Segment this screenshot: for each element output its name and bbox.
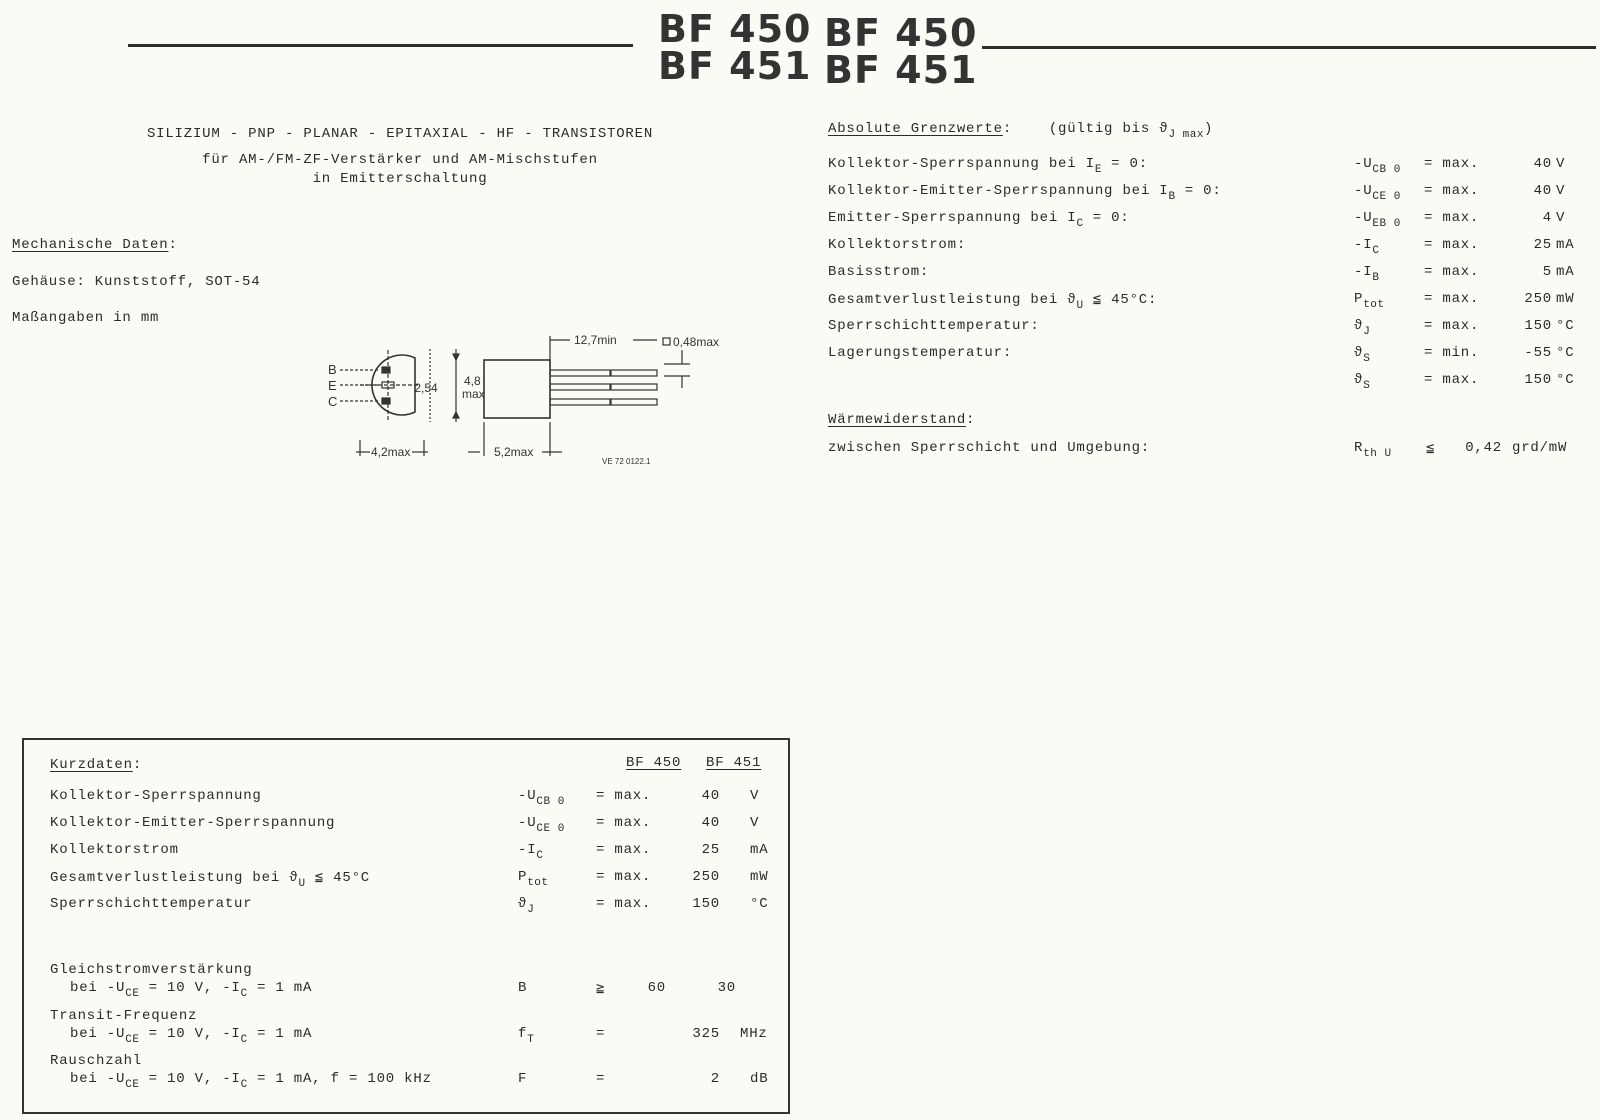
kurz-gain-eq: ≧ [596,981,606,997]
kurzdaten-box [22,738,790,1114]
limit-value: 5 [1542,264,1552,280]
units-note: Maßangaben in mm [12,310,160,326]
limit-unit: V [1556,210,1566,226]
kurz-noise-value: 2 [710,1071,720,1087]
thermal-heading: Wärmewiderstand: [828,412,976,428]
kurzdaten-heading: Kurzdaten: [50,757,143,773]
kurz-gain-symbol: B [518,980,528,996]
kurz-eq: = max. [596,788,652,804]
kurz-label: Kollektor-Emitter-Sperrspannung [50,815,336,831]
limit-unit: mA [1556,237,1575,253]
kurz-label: Kollektor-Sperrspannung [50,788,262,804]
drawing-ref: VE 72 0122.1 [602,457,651,466]
limit-eq: = max. [1424,237,1480,253]
lead-1b [611,370,657,376]
kurz-transit-unit: MHz [740,1026,768,1042]
lead-3b [611,399,657,405]
limit-eq: = max. [1424,210,1480,226]
kurz-symbol: $ϑ_J$ [518,896,535,916]
pin-label-e: E [328,378,337,393]
kurz-label: Gesamtverlustleistung bei $ϑ_U$ ≦ 45°C [50,870,370,890]
lead-2 [550,384,610,390]
header-rule-right [982,46,1596,49]
kurz-transit-cond: bei $-U_{CE} = 10$ V, $-I_C = 1$ mA [70,1026,313,1046]
limit-symbol: $-U_{CE 0}$ [1354,183,1401,203]
kurz-gain-label-row [50,962,770,982]
header-rule-left [128,44,633,47]
kurz-label: Kollektorstrom [50,842,179,858]
kurz-gain-label: Gleichstromverstärkung [50,962,253,978]
kurz-value: 25 [701,842,720,858]
limits-heading: Absolute Grenzwerte: (gültig bis $ϑ_{J max}$) [828,121,1214,141]
limit-label: Kollektorstrom: [828,237,967,253]
kurz-unit: mW [750,869,769,885]
kurz-gain-row [50,980,770,1000]
kurz-noise-row [50,1071,770,1091]
kurz-noise-eq: = [596,1071,606,1087]
kurz-value: 40 [701,815,720,831]
limit-symbol: $P_{tot}$ [1354,291,1385,311]
kurz-symbol: $-U_{CB 0}$ [518,788,565,808]
limit-eq: = max. [1424,183,1480,199]
kurz-symbol: $-U_{CE 0}$ [518,815,565,835]
limit-symbol: $-I_C$ [1354,237,1380,257]
kurz-transit-label-row [50,1008,770,1028]
dim-diameter: 4,2max [371,445,411,459]
limit-label: Emitter-Sperrspannung bei $I_C = 0$: [828,210,1130,230]
limit-eq: = max. [1424,318,1480,334]
kurz-transit-eq: = [596,1026,606,1042]
limit-eq: = min. [1424,345,1480,361]
kurz-transit-symbol: $f_T$ [518,1026,535,1046]
limit-label: Gesamtverlustleistung bei $ϑ_U$ ≦ 45°C: [828,292,1158,312]
intro-line1: SILIZIUM - PNP - PLANAR - EPITAXIAL - HF - TRANSISTOREN [146,126,654,142]
dim-lead-thickness: 0,48max [673,335,720,349]
limit-unit: °C [1556,372,1575,388]
limit-eq: = max. [1424,291,1480,307]
pin-b-pad [382,367,390,373]
kurz-label: Sperrschichttemperatur [50,896,253,912]
title-right-line1: BF 450 [824,11,978,55]
kurz-gain-val1: 60 [647,980,666,996]
thermal-unit: grd/mW [1512,440,1568,456]
title-right-line2: BF 451 [824,48,978,92]
limit-label: Kollektor-Emitter-Sperrspannung bei $I_B = 0$: [828,183,1222,203]
limit-eq: = max. [1424,372,1480,388]
limit-symbol: $-U_{CB 0}$ [1354,156,1401,176]
kurz-row [50,896,770,916]
limit-value: 250 [1524,291,1552,307]
limit-value: 40 [1533,156,1552,172]
kurz-noise-label: Rauschzahl [50,1053,143,1069]
lead-1 [550,370,610,376]
limit-eq: = max. [1424,156,1480,172]
dim-pitch: 2,54 [414,381,438,395]
kurz-eq: = max. [596,842,652,858]
limit-unit: V [1556,156,1566,172]
package-side-view [484,360,550,418]
kurzdaten-col2: BF 451 [706,755,762,771]
kurz-symbol: $P_{tot}$ [518,869,549,889]
limit-value: -55 [1524,345,1552,361]
pin-c-pad [382,398,390,404]
title-right [824,11,978,92]
limit-label: Kollektor-Sperrspannung bei $I_E = 0$: [828,156,1148,176]
limit-symbol: $-I_B$ [1354,264,1380,284]
kurz-value: 250 [692,869,720,885]
kurz-eq: = max. [596,815,652,831]
kurz-row [50,815,770,835]
pin-label-c: C [328,394,338,409]
kurz-row [50,842,770,862]
limit-unit: V [1556,183,1566,199]
limit-unit: mW [1556,291,1575,307]
lead-2b [611,384,657,390]
limit-symbol: $ϑ_S$ [1354,372,1371,392]
limit-value: 25 [1533,237,1552,253]
title-left [658,7,812,88]
title-left-line1: BF 450 [658,7,812,51]
limit-value: 40 [1533,183,1552,199]
limit-value: 150 [1524,372,1552,388]
package-drawing [320,330,740,480]
kurzdaten-col1: BF 450 [626,755,682,771]
intro-block [80,126,720,187]
kurz-eq: = max. [596,869,652,885]
kurz-row [50,869,770,889]
kurz-value: 40 [701,788,720,804]
limit-label: Basisstrom: [828,264,930,280]
dim-body-length: 5,2max [494,445,534,459]
kurz-unit: mA [750,842,769,858]
limit-symbol: $-U_{EB 0}$ [1354,210,1401,230]
thermal-eq: ≦ [1426,441,1436,457]
kurz-eq: = max. [596,896,652,912]
kurz-noise-label-row [50,1053,770,1073]
kurz-row [50,788,770,808]
limit-eq: = max. [1424,264,1480,280]
kurz-unit: V [750,815,760,831]
limit-value: 150 [1524,318,1552,334]
lead-3 [550,399,610,405]
kurz-gain-cond: bei $-U_{CE} = 10$ V, $-I_C = 1$ mA [70,980,313,1000]
intro-line2: für AM-/FM-ZF-Verstärker und AM-Mischstufen [202,152,598,168]
limit-label: Lagerungstemperatur: [828,345,1013,361]
limit-symbol: $ϑ_J$ [1354,318,1371,338]
dim-height-max: max [462,387,485,401]
thermal-value: 0,42 [1465,440,1502,456]
kurz-transit-value: 325 [692,1026,720,1042]
thermal-label: zwischen Sperrschicht und Umgebung: [828,440,1151,456]
kurz-transit-label: Transit-Frequenz [50,1008,198,1024]
kurz-value: 150 [692,896,720,912]
limit-unit: mA [1556,264,1575,280]
kurz-noise-unit: dB [750,1071,769,1087]
limit-label: Sperrschichttemperatur: [828,318,1040,334]
kurz-transit-row [50,1026,770,1046]
dim-lead-length: 12,7min [574,333,617,347]
mechanical-heading: Mechanische Daten: [12,237,178,253]
pin-label-b: B [328,362,337,377]
limit-symbol: $ϑ_S$ [1354,345,1371,365]
intro-line3: in Emitterschaltung [312,171,488,187]
kurz-unit: °C [750,896,769,912]
housing-text: Gehäuse: Kunststoff, SOT-54 [12,274,261,290]
limit-unit: °C [1556,345,1575,361]
thermal-symbol: $R_{th U}$ [1354,440,1392,460]
title-left-line2: BF 451 [658,44,812,88]
kurz-symbol: $-I_C$ [518,842,544,862]
limit-unit: °C [1556,318,1575,334]
kurz-noise-symbol: F [518,1071,528,1087]
kurz-unit: V [750,788,760,804]
limit-value: 4 [1542,210,1552,226]
kurz-noise-cond: bei $-U_{CE} = 10$ V, $-I_C = 1$ mA, f = 100 kHz [70,1071,432,1091]
dim-height: 4,8 [464,374,481,388]
kurz-gain-val2: 30 [717,980,736,996]
